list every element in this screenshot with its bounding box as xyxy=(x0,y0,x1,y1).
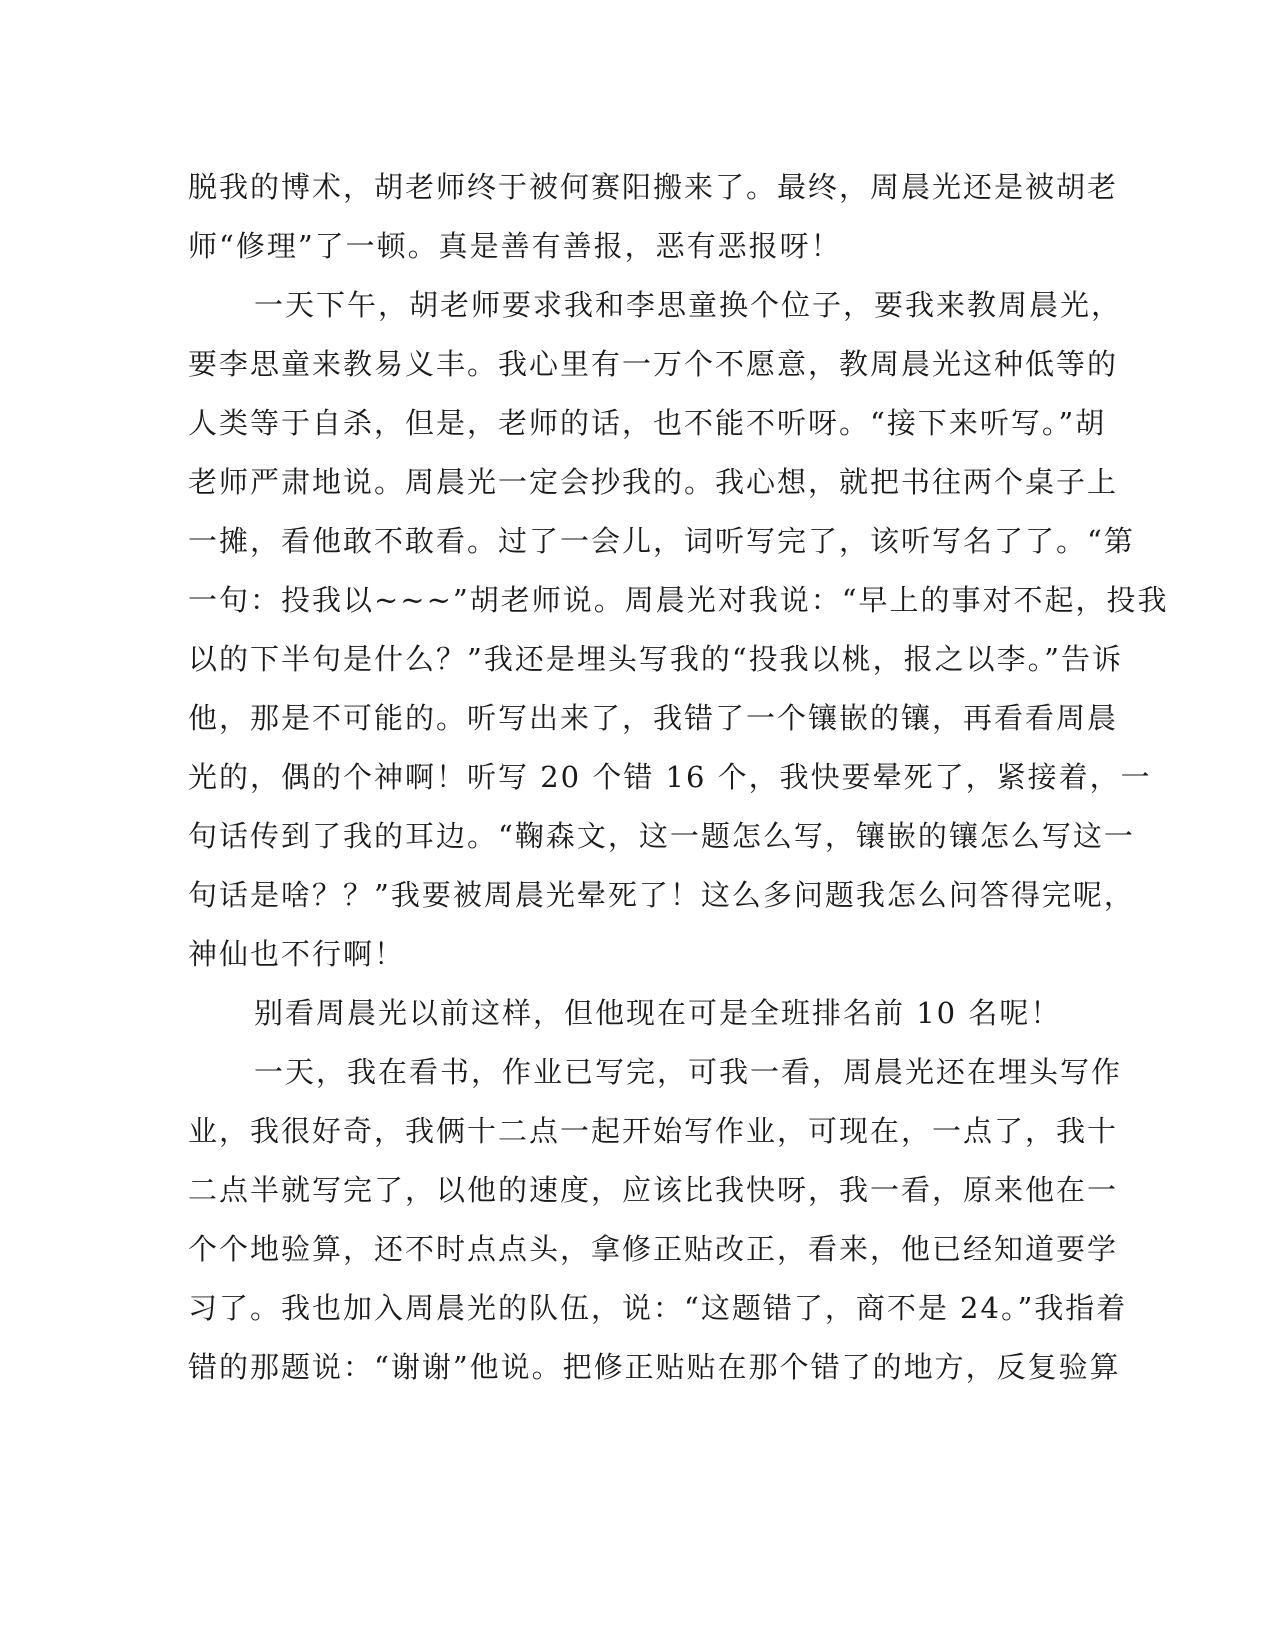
text-line: 一摊，看他敢不敢看。过了一会儿，词听写完了，该听写名了了。“第 xyxy=(188,524,1135,558)
paragraph-2 xyxy=(188,276,1169,984)
text-line: 脱我的博术，胡老师终于被何赛阳搬来了。最终，周晨光还是被胡老 xyxy=(188,170,1119,204)
paragraph-1 xyxy=(188,158,1119,276)
text-line: 他，那是不可能的。听写出来了，我错了一个镶嵌的镶，再看看周晨 xyxy=(188,701,1119,735)
body-text xyxy=(188,158,1169,1397)
text-line: 错的那题说：“谢谢”他说。把修正贴贴在那个错了的地方，反复验算 xyxy=(188,1350,1121,1384)
text-line: 以的下半句是什么？”我还是埋头写我的“投我以桃，报之以李。”告诉 xyxy=(188,642,1123,676)
text-line: 个个地验算，还不时点点头，拿修正贴改正，看来，他已经知道要学 xyxy=(188,1232,1119,1266)
paragraph-3 xyxy=(188,984,1078,1043)
text-line-indented: 一天下午，胡老师要求我和李思童换个位子，要我来教周晨光， xyxy=(254,288,1123,322)
text-line: 句话传到了我的耳边。“鞠森文，这一题怎么写，镶嵌的镶怎么写这一 xyxy=(188,819,1135,853)
text-line: 师“修理”了一顿。真是善有善报，恶有恶报呀！ xyxy=(188,229,842,263)
text-line: 人类等于自杀，但是，老师的话，也不能不听呀。“接下来听写。”胡 xyxy=(188,406,1107,440)
text-line: 光的，偶的个神啊！听写 20 个错 16 个，我快要晕死了，紧接着，一 xyxy=(188,760,1152,794)
text-line: 一句：投我以~~~”胡老师说。周晨光对我说：“早上的事对不起，投我 xyxy=(188,583,1169,617)
text-line: 要李思童来教易义丰。我心里有一万个不愿意，教周晨光这种低等的 xyxy=(188,347,1119,381)
text-line-indented: 别看周晨光以前这样，但他现在可是全班排名前 10 名呢！ xyxy=(254,996,1062,1030)
text-line: 二点半就写完了，以他的速度，应该比我快呀，我一看，原来他在一 xyxy=(188,1173,1119,1207)
text-line: 习了。我也加入周晨光的队伍，说：“这题错了，商不是 24。”我指着 xyxy=(188,1291,1128,1325)
text-line: 老师严肃地说。周晨光一定会抄我的。我心想，就把书往两个桌子上 xyxy=(188,465,1119,499)
text-line-indented: 一天，我在看书，作业已写完，可我一看，周晨光还在埋头写作 xyxy=(254,1055,1123,1089)
text-line: 句话是啥？？”我要被周晨光晕死了！这么多问题我怎么问答得完呢， xyxy=(188,878,1135,912)
text-line: 神仙也不行啊！ xyxy=(188,937,406,971)
paragraph-4 xyxy=(188,1043,1128,1397)
text-line: 业，我很好奇，我俩十二点一起开始写作业，可现在，一点了，我十 xyxy=(188,1114,1119,1148)
